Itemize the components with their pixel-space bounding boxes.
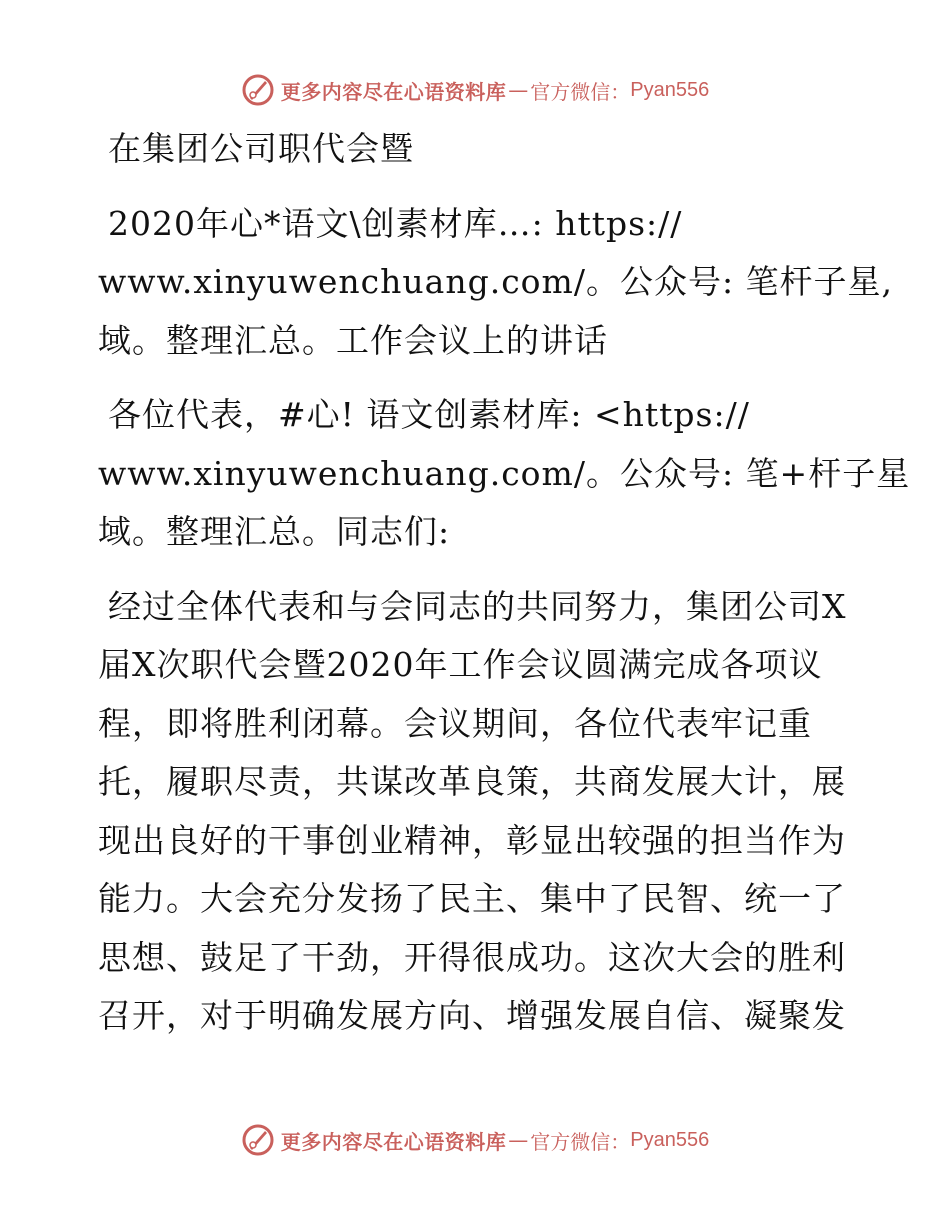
text-line: 各位代表，#心! 语文创素材库: <https://	[108, 395, 750, 434]
text-line: 域。整理汇总。工作会议上的讲话	[98, 320, 608, 360]
footer-watermark-banner	[0, 1120, 950, 1160]
paragraph-greeting	[98, 386, 911, 562]
quill-logo-icon	[241, 1123, 275, 1157]
text-line: www.xinyuwenchuang.com/。公众号: 笔+杆子星	[98, 453, 911, 493]
header-watermark-banner	[0, 70, 950, 110]
text-line: www.xinyuwenchuang.com/。公众号: 笔杆子星,	[98, 262, 894, 301]
text-line: 能力。大会充分发扬了民主、集中了民智、统一了	[98, 879, 846, 918]
paragraph-subtitle	[98, 195, 894, 371]
text-line: 程，即将胜利闭幕。会议期间，各位代表牢记重	[98, 703, 812, 743]
text-line: 届X次职代会暨2020年工作会议圆满完成各项议	[98, 645, 823, 684]
banner-wechat-label: 官方微信：	[530, 1129, 631, 1154]
text-line: 召开，对于明确发展方向、增强发展自信、凝聚发	[98, 996, 846, 1035]
banner-text: 更多内容尽在心语资料库	[280, 1129, 507, 1154]
text-line: 域。整理汇总。同志们:	[98, 512, 451, 551]
text-line: 思想、鼓足了干劲，开得很成功。这次大会的胜利	[98, 937, 846, 977]
text-line: 托，履职尽责，共谋改革良策，共商发展大计，展	[98, 762, 846, 801]
text-line: 2020年心*语文\创素材库…: https://	[108, 203, 683, 243]
document-body	[98, 120, 911, 1062]
banner-wechat-id: Pyan556	[630, 1128, 710, 1151]
banner-separator: —	[508, 1128, 529, 1152]
paragraph-title	[98, 120, 858, 179]
banner-wechat-label: 官方微信：	[530, 79, 631, 104]
banner-text: 更多内容尽在心语资料库	[280, 79, 507, 104]
text-line: 经过全体代表和与会同志的共同努力，集团公司X	[108, 586, 847, 626]
text-line: 在集团公司职代会暨	[108, 129, 414, 168]
banner-separator: —	[508, 78, 529, 102]
quill-logo-icon	[241, 73, 275, 107]
text-line: 现出良好的干事创业精神，彰显出较强的担当作为	[98, 820, 846, 860]
paragraph-body	[98, 578, 858, 1046]
banner-wechat-id: Pyan556	[630, 78, 710, 101]
